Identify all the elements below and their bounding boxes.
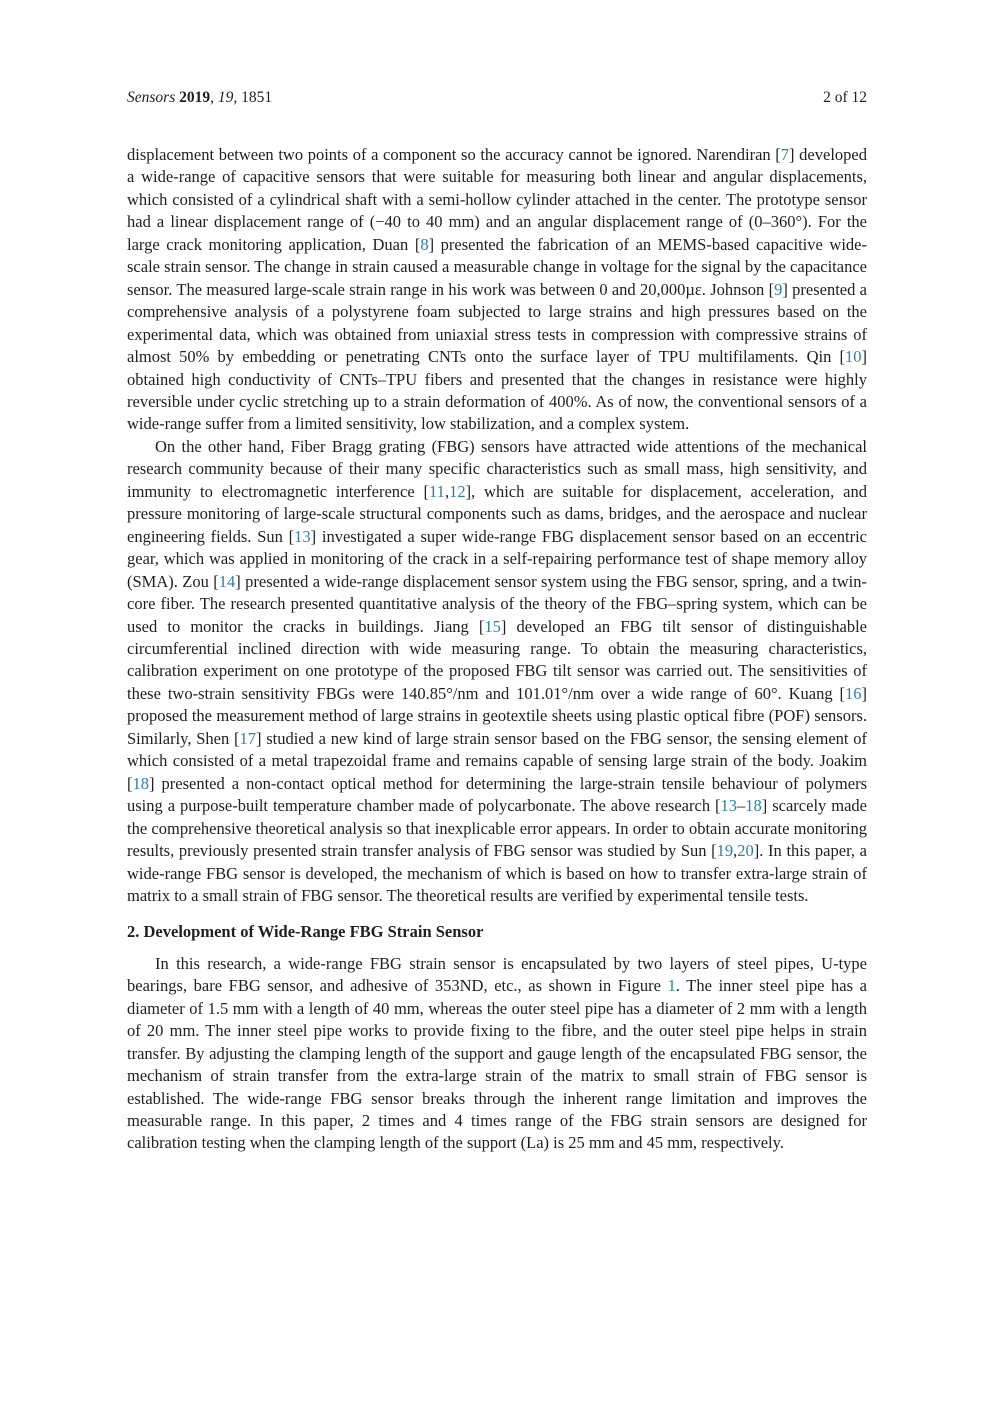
citation-link[interactable]: 20 [737,841,754,861]
text-run: – [737,796,746,816]
citation-link[interactable]: 8 [420,234,429,254]
page-body [127,144,867,1155]
text-run: ] proposed the measurement method of large strains in geotextile sheets using plastic optical fibre (POF) sensors. Similarly, Shen [ [127,683,867,748]
citation-link[interactable]: 7 [780,145,790,164]
text-run: In this research, a wide-range FBG strain sensor is encapsulated by two layers of steel pipes, U-type bearings, bare FBG sensor, and adhesive of 353ND, etc., as shown in Figure [127,953,867,996]
text-run: ] presented a comprehensive analysis of a polystyrene foam subjected to large strains and high pressures based on the experimental data, which was obtained from uniaxial stress tests in compression with compressive strains of almost 50% by embedding or penetrating CNTs onto the surface layer of TPU multifilaments. Qin [ [127,279,867,367]
citation-link[interactable]: 13 [720,796,738,816]
page-number: 2 of 12 [823,89,867,106]
citation-link[interactable]: 18 [745,796,762,816]
text-run: ] developed a wide-range of capacitive sensors that were suitable for measuring both linear and angular displacements, which consisted of a cylindrical shaft with a semi-hollow cylinder attached in the center. The prototype sensor had a linear displacement range of (−40 to 40 mm) and an angular displacement range of (0–360°). For the large crack monitoring application, Duan [ [127,145,867,254]
citation-link[interactable]: 17 [239,728,256,748]
text-run: , [733,841,738,861]
section-heading: 2. Development of Wide-Range FBG Strain Sensor [127,922,484,942]
text-run: ], which are suitable for displacement, acceleration, and pressure monitoring of large-scale structural components such as dams, bridges, and the aerospace and nuclear engineering fields. Sun [ [127,481,867,546]
citation-link[interactable]: 10 [845,347,862,367]
text-run: ] scarcely made the comprehensive theoretical analysis so that inexplicable error appears. In order to obtain accurate monitoring results, previously presented strain transfer analysis of FBG sensor was studied by Sun [ [127,796,867,861]
citation-link[interactable]: 19 [716,841,734,861]
citation-link[interactable]: 9 [774,279,783,299]
text-run: ]. In this paper, a wide-range FBG sensor is developed, the mechanism of which is based on how to transfer extra-large strain of matrix to a small strain of FBG sensor. The theoretical results are verified by experimental tensile tests. [127,841,868,905]
text-run: , [444,481,450,501]
text-run: ] presented a wide-range displacement sensor system using the FBG sensor, spring, and a twin-core fiber. The research presented quantitative analysis of the theory of the FBG–spring system, which can be used to monitor the cracks in buildings. Jiang [ [127,571,867,636]
citation-link[interactable]: 15 [484,616,501,636]
citation-link[interactable]: 18 [132,773,149,793]
text-run: ] studied a new kind of large strain sensor based on the FBG sensor, the sensing element of which consisted of a metal trapezoidal frame and remains capable of sensing large strain of the body. Joakim [ [127,728,867,793]
running-header [127,88,867,108]
text-run: 19 [217,89,234,106]
text-run: displacement between two points of a component so the accuracy cannot be ignored. Narendiran [ [127,145,781,164]
text-run: ] developed an FBG tilt sensor of distinguishable circumferential inclined direction with wide measuring range. To obtain the measuring characteristics, calibration experiment on one prototype of the proposed FBG tilt sensor was carried out. The sensitivities of these two-strain sensitivity FBGs were 140.85°/nm and 101.01°/nm over a wide range of 60°. Kuang [ [127,616,867,703]
text-run: 2019 [179,89,211,106]
citation-link[interactable]: 16 [845,683,862,703]
text-run: , [210,89,218,106]
citation-link[interactable]: 12 [449,481,466,501]
text-run: On the other hand, Fiber Bragg grating (FBG) sensors have attracted wide attentions of the mechanical research community because of their many specific characteristics such as small mass, high sensitivity, and immunity to electromagnetic interference [ [127,436,867,501]
citation-link[interactable]: 13 [294,526,311,546]
journal-citation [127,88,272,108]
text-run: , 1851 [233,89,273,106]
text-run: ] obtained high conductivity of CNTs–TPU fibers and presented that the changes in resistance were highly reversible under cyclic stretching up to a strain deformation of 400%. As of now, the conventional sensors of a wide-range suffer from a limited sensitivity, low stabilization, and a complex system. [127,347,867,434]
text-run: ] investigated a super wide-range FBG displacement sensor based on an eccentric gear, which was applied in monitoring of the crack in a self-repairing performance test of shape memory alloy (SMA). Zou [ [127,526,867,591]
text-run: . The inner steel pipe has a diameter of 1.5 mm with a length of 40 mm, whereas the outer steel pipe has a diameter of 2 mm with a length of 20 mm. The inner steel pipe works to provide fixing to the fibre, and the outer steel pipe helps in strain transfer. By adjusting the clamping length of the support and gauge length of the encapsulated FBG sensor, the mechanism of strain transfer from the extra-large strain of the matrix to small strain of FBG sensor is established. The wide-range FBG sensor breaks through the inherent range limitation and improves the measurable range. In this paper, 2 times and 4 times range of the FBG strain sensors are designed for calibration testing when the clamping length of the support (La) is 25 mm and 45 mm, respectively. [127,976,867,1153]
citation-link[interactable]: 1 [667,976,676,996]
paragraph [127,436,867,908]
citation-link[interactable]: 11 [429,481,445,501]
citation-link[interactable]: 14 [218,571,236,591]
text-run: Sensors [127,89,180,106]
text-run: ] presented the fabrication of an MEMS-based capacitive wide-scale strain sensor. The change in strain caused a measurable change in voltage for the signal by the capacitance sensor. The measured large-scale strain range in his work was between 0 and 20,000µε. Johnson [ [127,234,867,299]
text-run: ] presented a non-contact optical method for determining the large-strain tensile behaviour of polymers using a purpose-built temperature chamber made of polycarbonate. The above research [ [127,773,867,816]
paragraph [127,144,867,436]
paragraph [127,953,867,1155]
